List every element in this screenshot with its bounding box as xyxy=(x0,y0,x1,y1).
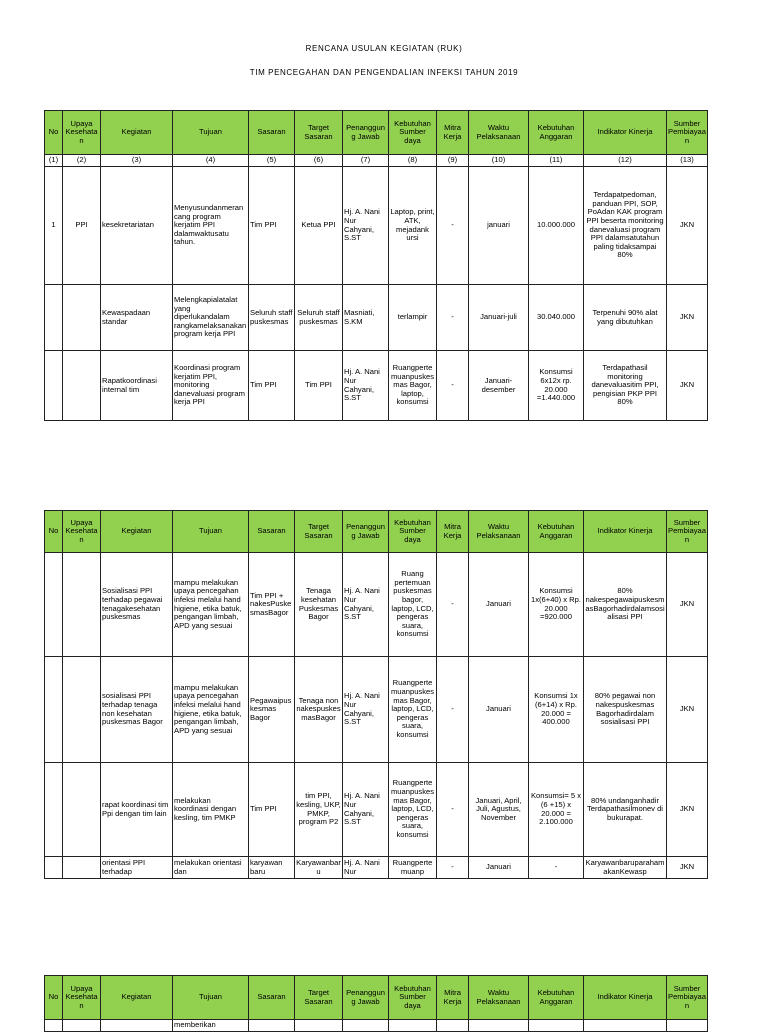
table-cell: Konsumsi 1x(6+40) x Rp. 20.000 =920.000 xyxy=(529,553,584,657)
table-cell: 80% undanganhadir Terdapathasilmonev di bukurapat. xyxy=(584,763,667,857)
table-cell: - xyxy=(437,167,469,285)
table-body xyxy=(45,155,708,421)
table-cell: - xyxy=(437,763,469,857)
column-header: Penanggung Jawab xyxy=(343,111,389,155)
table-cell: Hj. A. Nani Nur xyxy=(343,857,389,879)
table-cell: Januari-juli xyxy=(469,285,529,351)
table-cell xyxy=(584,1020,667,1032)
column-header: Kebutuhan Anggaran xyxy=(529,976,584,1020)
table-cell: Rapatkoordinasi internal tim xyxy=(101,351,173,421)
column-header: Kebutuhan Anggaran xyxy=(529,111,584,155)
column-number: (1) xyxy=(45,155,63,167)
table-cell: Ruangpertemuanpuskesmas Bagor, laptop, LCD, pengeras suara, konsumsi xyxy=(389,657,437,763)
table-row xyxy=(45,285,708,351)
table-cell: JKN xyxy=(667,553,708,657)
table-body xyxy=(45,1020,708,1032)
column-header: Kegiatan xyxy=(101,976,173,1020)
table-cell: - xyxy=(437,285,469,351)
table-row xyxy=(45,167,708,285)
table-cell: Konsumsi= 5 x (6 +15) x 20.000 = 2.100.000 xyxy=(529,763,584,857)
table-cell: orientasi PPI terhadap xyxy=(101,857,173,879)
column-number: (12) xyxy=(584,155,667,167)
column-header: Target Sasaran xyxy=(295,511,343,553)
column-header: No xyxy=(45,976,63,1020)
table-cell xyxy=(45,285,63,351)
table-cell xyxy=(45,1020,63,1032)
table-cell xyxy=(469,1020,529,1032)
column-header: Tujuan xyxy=(173,511,249,553)
table-cell: Seluruh staff puskesmas xyxy=(295,285,343,351)
column-header: Indikator Kinerja xyxy=(584,511,667,553)
table-cell xyxy=(45,657,63,763)
table-cell: memberikan xyxy=(173,1020,249,1032)
table-cell: Tenaga non nakespuskesmasBagor xyxy=(295,657,343,763)
table-cell: Januari, April, Juli, Agustus, November xyxy=(469,763,529,857)
column-number: (10) xyxy=(469,155,529,167)
table-cell: rapat koordinasi tim Ppi dengan tim lain xyxy=(101,763,173,857)
table-header xyxy=(45,511,708,553)
column-header: Waktu Pelaksanaan xyxy=(469,976,529,1020)
table-cell: Karyawanbaru xyxy=(295,857,343,879)
column-header: Kegiatan xyxy=(101,111,173,155)
table-cell: mampu melakukan upaya pencegahan infeksi melalui hand higiene, etika batuk, pengangan limbah, APD yang sesuai xyxy=(173,553,249,657)
table-cell xyxy=(529,1020,584,1032)
document-title: RENCANA USULAN KEGIATAN (RUK) xyxy=(305,44,463,53)
table-cell: Koordinasi program kerjatim PPI, monitoring danevaluasi program kerja PPI xyxy=(173,351,249,421)
table-cell: melakukan orientasi dan xyxy=(173,857,249,879)
table-row xyxy=(45,657,708,763)
table-row xyxy=(45,763,708,857)
column-header: Indikator Kinerja xyxy=(584,111,667,155)
column-header: No xyxy=(45,511,63,553)
table-cell: Ruangpertemuanpuskesmas Bagor, laptop, konsumsi xyxy=(389,351,437,421)
table-cell: 30.040.000 xyxy=(529,285,584,351)
column-header: Sumber Pembiayaan xyxy=(667,511,708,553)
table-cell xyxy=(63,285,101,351)
table-cell xyxy=(45,857,63,879)
table-cell: mampu melakukan upaya pencegahan infeksi melalui hand higiene, etika batuk, pengangan limbah, APD yang sesuai xyxy=(173,657,249,763)
column-header: Sasaran xyxy=(249,111,295,155)
table-cell: JKN xyxy=(667,167,708,285)
column-header: Waktu Pelaksanaan xyxy=(469,111,529,155)
table-cell: Kewaspadaan standar xyxy=(101,285,173,351)
column-header: Mitra Kerja xyxy=(437,111,469,155)
ruk-table-2 xyxy=(44,510,708,879)
column-number: (8) xyxy=(389,155,437,167)
column-header: Target Sasaran xyxy=(295,976,343,1020)
column-header: Sasaran xyxy=(249,511,295,553)
table-cell xyxy=(63,1020,101,1032)
table-cell: melakukan koordinasi dengan kesling, tim PMKP xyxy=(173,763,249,857)
column-number: (11) xyxy=(529,155,584,167)
column-header: Mitra Kerja xyxy=(437,976,469,1020)
table-cell: 1 xyxy=(45,167,63,285)
column-number: (2) xyxy=(63,155,101,167)
table-cell: Hj. A. Nani Nur Cahyani, S.ST xyxy=(343,553,389,657)
table-cell xyxy=(343,1020,389,1032)
table-cell: JKN xyxy=(667,285,708,351)
table-cell: JKN xyxy=(667,351,708,421)
table-cell: KaryawanbaruparahamakanKewasp xyxy=(584,857,667,879)
column-header: Penanggung Jawab xyxy=(343,976,389,1020)
table-cell: - xyxy=(437,553,469,657)
table-cell: 80% pegawai non nakespuskesmas Bagorhadirdalam sosialisasi PPI xyxy=(584,657,667,763)
column-number: (3) xyxy=(101,155,173,167)
column-number-row xyxy=(45,155,708,167)
table-cell: Hj. A. Nani Nur Cahyani, S.ST xyxy=(343,167,389,285)
column-header: Tujuan xyxy=(173,111,249,155)
column-header: No xyxy=(45,111,63,155)
table-cell xyxy=(295,1020,343,1032)
column-header: Sasaran xyxy=(249,976,295,1020)
table-cell: Konsumsi 1x (6+14) x Rp. 20.000 = 400.000 xyxy=(529,657,584,763)
table-cell: Pegawaipuskesmas Bagor xyxy=(249,657,295,763)
table-cell: Hj. A. Nani Nur Cahyani, S.ST xyxy=(343,657,389,763)
table-cell: Konsumsi 6x12x rp. 20.000 =1.440.000 xyxy=(529,351,584,421)
table-cell: Ruangpertemuanpuskesmas Bagor, laptop, LCD, pengeras suara, konsumsi xyxy=(389,763,437,857)
table-cell xyxy=(63,657,101,763)
table-cell: tim PPI, kesling, UKP, PMKP, program P2 xyxy=(295,763,343,857)
table-cell: JKN xyxy=(667,763,708,857)
table-cell: Tim PPI xyxy=(249,763,295,857)
table-cell: PPI xyxy=(63,167,101,285)
table-cell xyxy=(45,763,63,857)
column-header: Sumber Pembiayaan xyxy=(667,976,708,1020)
table-cell xyxy=(249,1020,295,1032)
table-cell: - xyxy=(437,857,469,879)
table-cell: Melengkapialatalat yang diperlukandalam rangkamelaksanakan program kerja PPI xyxy=(173,285,249,351)
table-cell: Januari xyxy=(469,657,529,763)
table-cell: Tenaga kesehatan Puskesmas Bagor xyxy=(295,553,343,657)
table-row xyxy=(45,553,708,657)
table-cell: Januari-desember xyxy=(469,351,529,421)
table-cell: terlampir xyxy=(389,285,437,351)
table-cell: Laptop, print, ATK, mejadank ursi xyxy=(389,167,437,285)
ruk-table-3 xyxy=(44,975,708,1032)
table-cell xyxy=(389,1020,437,1032)
table-cell: - xyxy=(437,657,469,763)
table-row xyxy=(45,351,708,421)
column-header: Waktu Pelaksanaan xyxy=(469,511,529,553)
table-cell: JKN xyxy=(667,657,708,763)
table-cell: Tim PPI xyxy=(249,351,295,421)
column-header: Tujuan xyxy=(173,976,249,1020)
table-cell: Tim PPI + nakesPuskesmasBagor xyxy=(249,553,295,657)
table-cell xyxy=(667,1020,708,1032)
table-cell: Ketua PPI xyxy=(295,167,343,285)
table-cell: JKN xyxy=(667,857,708,879)
table-cell: - xyxy=(437,351,469,421)
table-cell: Menyusundanmerancang program kerjatim PPI dalamwaktusatu tahun. xyxy=(173,167,249,285)
table-cell xyxy=(45,351,63,421)
column-header: Upaya Kesehatan xyxy=(63,976,101,1020)
column-header: Upaya Kesehatan xyxy=(63,511,101,553)
ruk-table-1 xyxy=(44,110,708,421)
table-cell: 80% nakespegawaipuskesmasBagorhadirdalamsosialisasi PPI xyxy=(584,553,667,657)
column-header: Kebutuhan Sumber daya xyxy=(389,976,437,1020)
column-header: Kegiatan xyxy=(101,511,173,553)
table-header xyxy=(45,111,708,155)
column-header: Indikator Kinerja xyxy=(584,976,667,1020)
table-cell xyxy=(63,351,101,421)
table-cell: Tim PPI xyxy=(295,351,343,421)
column-number: (5) xyxy=(249,155,295,167)
table-cell: Tim PPI xyxy=(249,167,295,285)
table-cell: Sosialisasi PPI terhadap pegawai tenagakesehatan puskesmas xyxy=(101,553,173,657)
column-header: Kebutuhan Sumber daya xyxy=(389,111,437,155)
table-cell: Masniati, S.KM xyxy=(343,285,389,351)
table-row xyxy=(45,857,708,879)
column-number: (9) xyxy=(437,155,469,167)
document-subtitle: TIM PENCEGAHAN DAN PENGENDALIAN INFEKSI TAHUN 2019 xyxy=(249,68,519,77)
table-cell xyxy=(63,857,101,879)
column-header: Target Sasaran xyxy=(295,111,343,155)
table-cell xyxy=(63,763,101,857)
column-number: (4) xyxy=(173,155,249,167)
table-cell: Januari xyxy=(469,857,529,879)
column-header: Penanggung Jawab xyxy=(343,511,389,553)
column-header: Mitra Kerja xyxy=(437,511,469,553)
table-cell: Januari xyxy=(469,553,529,657)
column-header: Upaya Kesehatan xyxy=(63,111,101,155)
table-cell: kesekretariatan xyxy=(101,167,173,285)
table-cell xyxy=(45,553,63,657)
column-number: (6) xyxy=(295,155,343,167)
table-cell: Terdapathasil monitoring danevaluasitim PPI, pengisian PKP PPI 80% xyxy=(584,351,667,421)
table-cell: Seluruh staff puskesmas xyxy=(249,285,295,351)
table-cell: Terpenuhi 90% alat yang dibutuhkan xyxy=(584,285,667,351)
column-number: (13) xyxy=(667,155,708,167)
table-row xyxy=(45,1020,708,1032)
table-cell: Hj. A. Nani Nur Cahyani, S.ST xyxy=(343,763,389,857)
column-number: (7) xyxy=(343,155,389,167)
column-header: Kebutuhan Anggaran xyxy=(529,511,584,553)
table-cell: 10.000.000 xyxy=(529,167,584,285)
column-header: Sumber Pembiayaan xyxy=(667,111,708,155)
column-header: Kebutuhan Sumber daya xyxy=(389,511,437,553)
table-cell xyxy=(63,553,101,657)
table-cell: Ruangpertemuanp xyxy=(389,857,437,879)
table-cell: Hj. A. Nani Nur Cahyani, S.ST xyxy=(343,351,389,421)
table-cell: Terdapatpedoman, panduan PPI, SOP, PoAdan KAK program PPI beserta monitoring danevaluasi program PPI dalamsatutahun paling tidaksampai 80% xyxy=(584,167,667,285)
table-cell xyxy=(437,1020,469,1032)
table-body xyxy=(45,553,708,879)
table-cell: januari xyxy=(469,167,529,285)
table-cell: - xyxy=(529,857,584,879)
table-header xyxy=(45,976,708,1020)
table-cell: sosialisasi PPI terhadap tenaga non kesehatan puskesmas Bagor xyxy=(101,657,173,763)
table-cell: karyawan baru xyxy=(249,857,295,879)
table-cell xyxy=(101,1020,173,1032)
table-cell: Ruang pertemuan puskesmas bagor, laptop, LCD, pengeras suara, konsumsi xyxy=(389,553,437,657)
